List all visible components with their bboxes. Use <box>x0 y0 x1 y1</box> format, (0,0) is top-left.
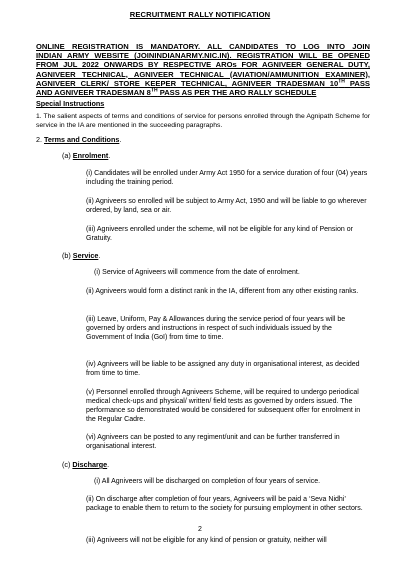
list-item: (vi) Agniveers can be posted to any regiment/unit and can be further transferred in organisational interest. <box>86 434 340 450</box>
list-item: (iii) Agniveers will not be eligible for any kind of pension or gratuity, neither will <box>86 537 327 544</box>
list-item: (i) All Agniveers will be discharged on completion of four years of service. <box>94 478 321 485</box>
notice-line: AGNIVEER TECHNICAL, AGNIVEER TECHNICAL (AVIATION/AMMUNITION EXAMINER), <box>36 69 370 79</box>
section-2-heading: 2. Terms and Conditions. <box>36 135 122 144</box>
list-item: (ii) On discharge after completion of four years, Agniveers will be paid a ‘Seva Nidhi’ package to enable them to return to the society for pursuing employment in other sectors. <box>86 496 363 512</box>
list-item: (iii) Agniveers enrolled under the scheme, will not be eligible for any kind of Pension or Gratuity. <box>86 226 353 242</box>
intro-paragraph: 1. The salient aspects of terms and conditions of service for persons enrolled through the Agnipath Scheme for service in the IA are mentioned in the succeeding paragraphs. <box>36 113 370 129</box>
list-item: (iv) Agniveers will be liable to be assigned any duty in organisational interest, as decided from time to time. <box>86 361 360 377</box>
list-item: (ii) Agniveers would form a distinct rank in the IA, different from any other existing ranks. <box>86 288 359 295</box>
subsection-discharge-heading: (c) Discharge. <box>62 460 110 469</box>
list-item: (v) Personnel enrolled through Agniveers Scheme, will be required to undergo periodical medical check-ups and physical/ written/ field tests as governed by orders issued. The performance so demonstrated would be considered for subsequent offer for enrolment in the Regular Cadre. <box>86 389 361 423</box>
special-instructions-heading: Special Instructions <box>36 99 105 108</box>
notice-line: AGNIVEER CLERK/ STORE KEEPER TECHNICAL, AGNIVEER TRADESMAN 10TH PASS <box>36 78 370 88</box>
page-number: 2 <box>198 526 202 533</box>
list-item: (iii) Leave, Uniform, Pay & Allowances during the service period of four years will be governed by orders and instructions in respect of such individuals issued by the Government of India (GoI) from time to time. <box>86 316 346 341</box>
notice-line: AND AGNIVEER TRADESMAN 8TH PASS AS PER THE ARO RALLY SCHEDULE <box>36 87 317 98</box>
subsection-enrolment-heading: (a) Enrolment. <box>62 151 111 160</box>
notice-line: ONLINE REGISTRATION IS MANDATORY. ALL CANDIDATES TO LOG INTO JOIN <box>36 42 370 51</box>
list-item: (i) Candidates will be enrolled under Army Act 1950 for a service duration of four (04) years including the training period. <box>86 170 368 186</box>
page-title: RECRUITMENT RALLY NOTIFICATION <box>129 10 271 19</box>
notice-line: INDIAN ARMY WEBSITE (JOININDIANARMY.NIC.IN). REGISTRATION WILL BE OPENED <box>36 51 370 61</box>
list-item: (i) Service of Agniveers will commence from the date of enrolment. <box>94 269 300 276</box>
list-item: (ii) Agniveers so enrolled will be subject to Army Act, 1950 and will be liable to go wherever ordered, by land, sea or air. <box>86 198 367 214</box>
registration-notice <box>36 42 370 97</box>
notice-line: FROM JUL 2022 ONWARDS BY RESPECTIVE AROs FOR AGNIVEER GENERAL DUTY, <box>36 60 370 70</box>
subsection-service-heading: (b) Service. <box>62 251 101 260</box>
